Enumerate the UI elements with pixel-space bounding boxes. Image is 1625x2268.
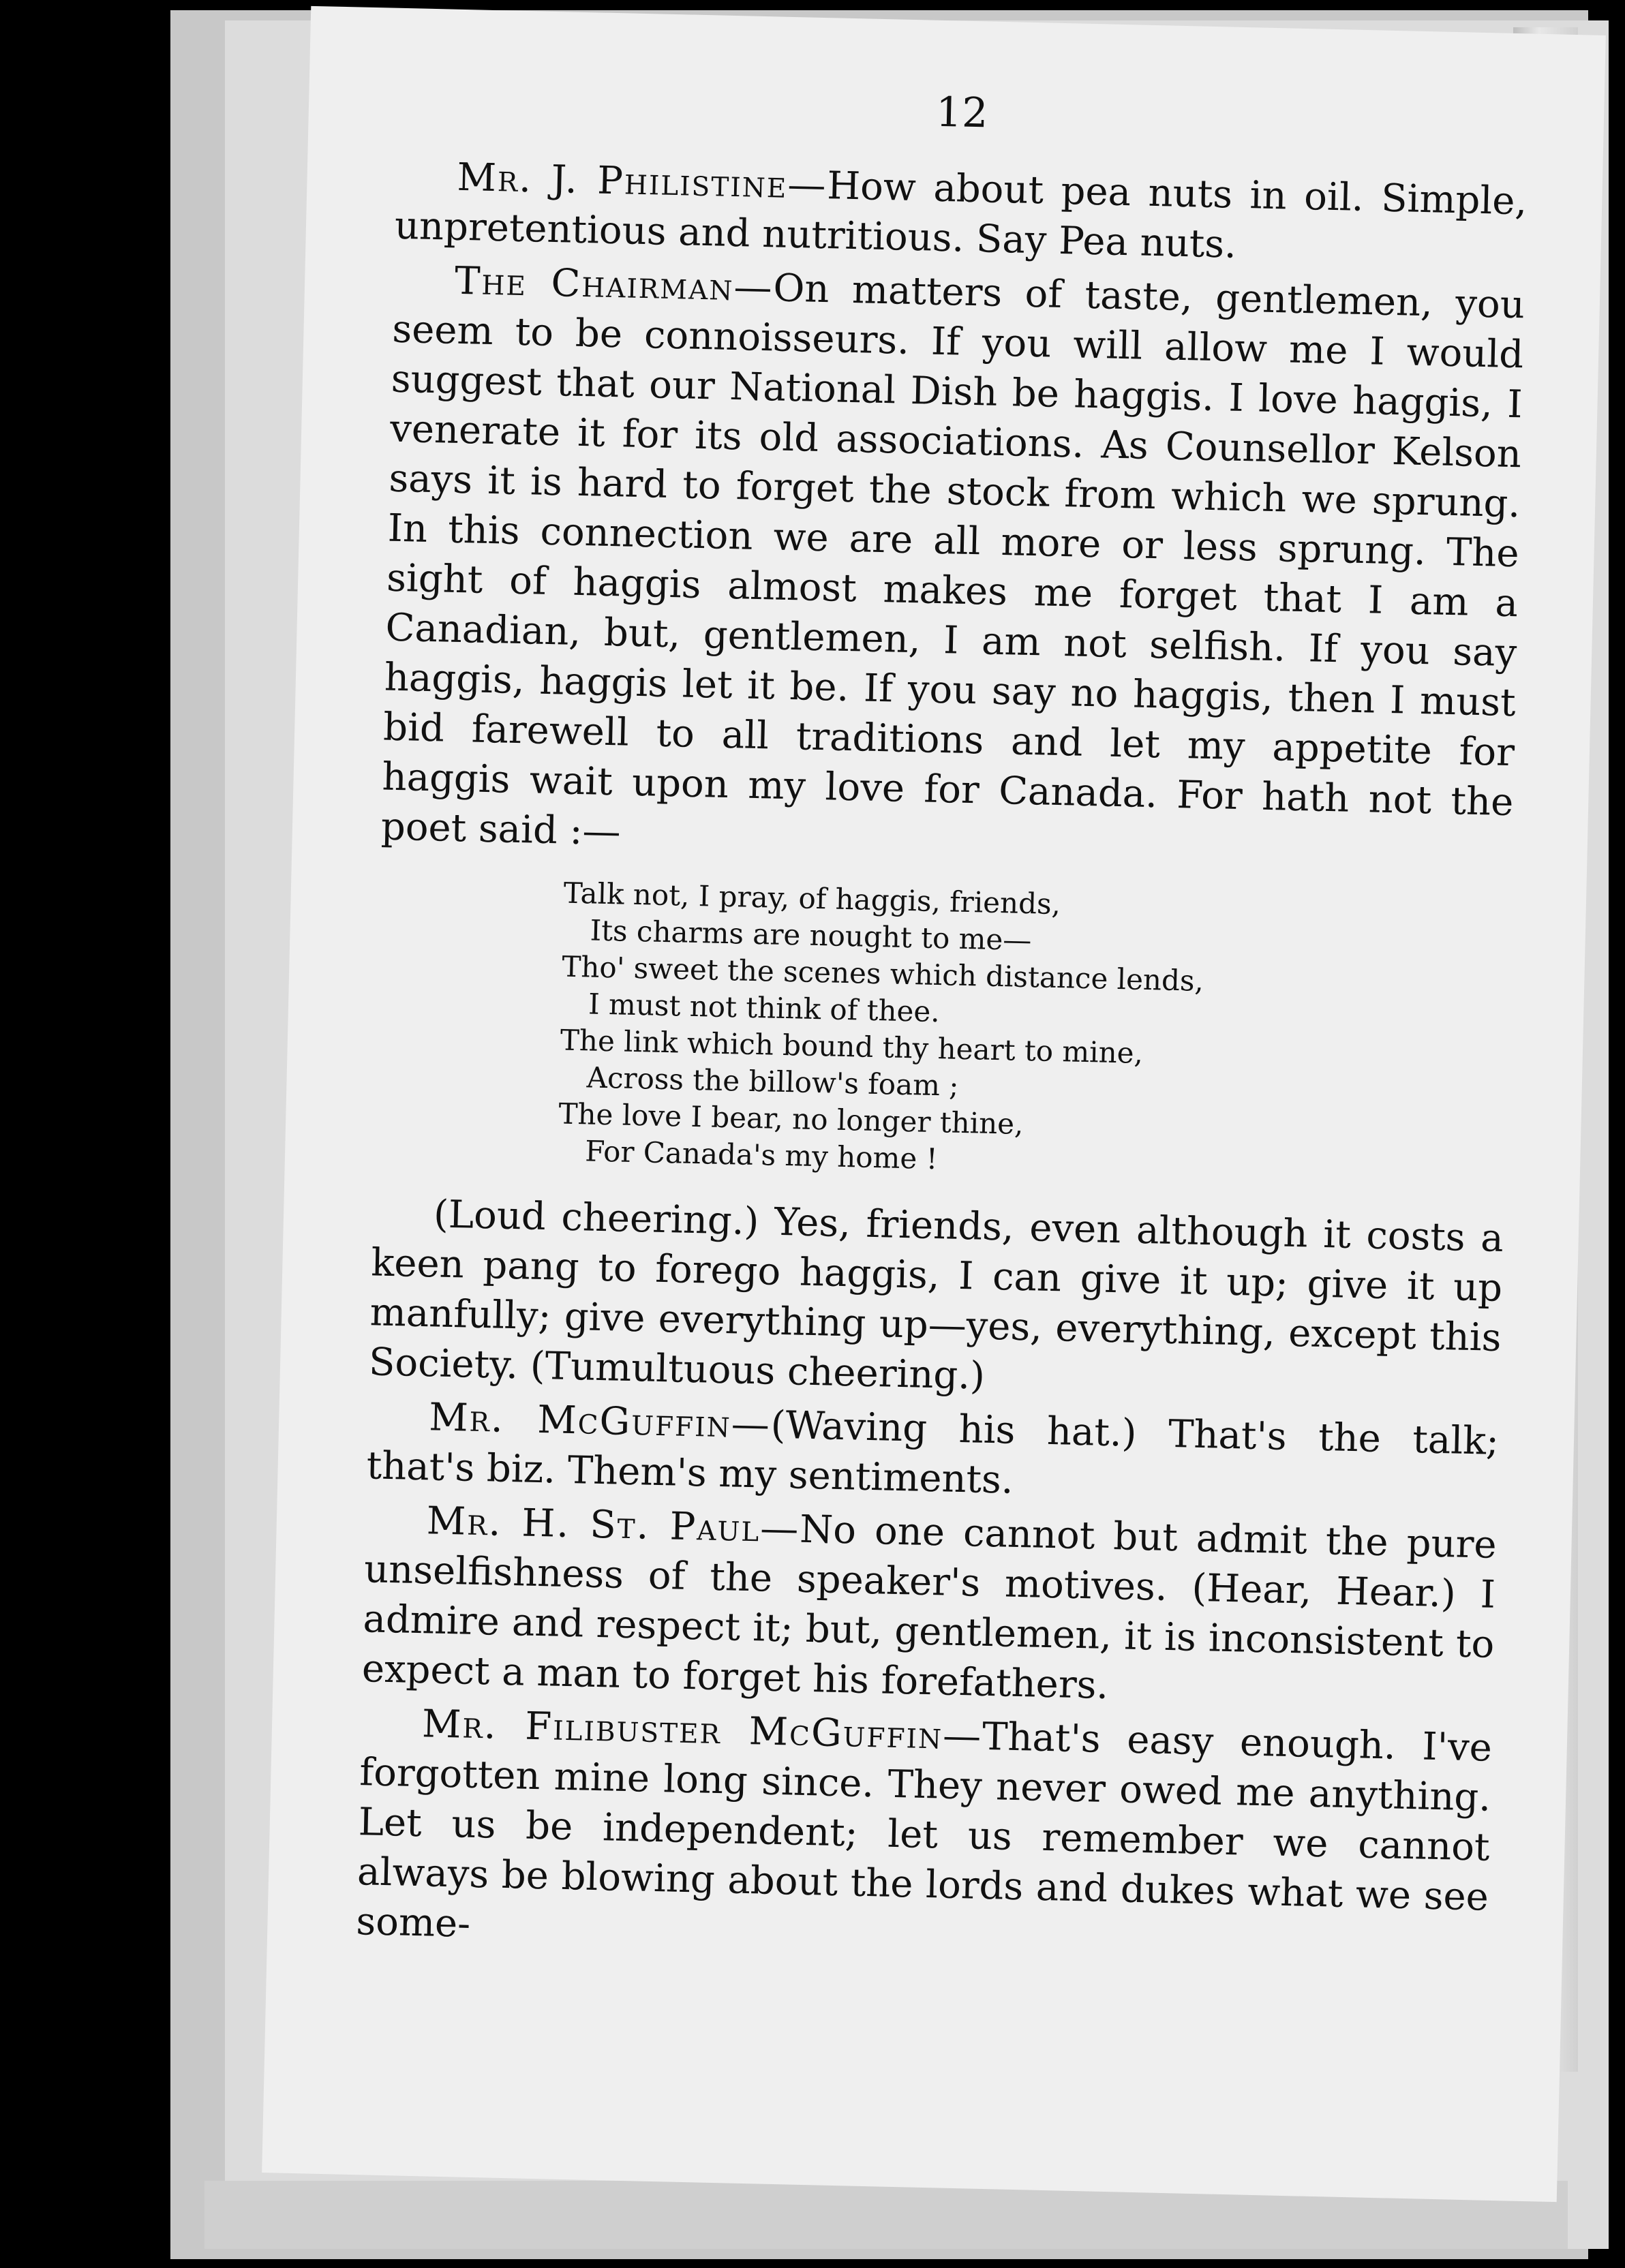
poem-line: The link which bound thy heart to mine, [560,1023,1144,1070]
speaker-name: Mr. Filibuster McGuffin— [421,1702,983,1759]
paragraph-philistine [394,151,1528,277]
poem-line: The love I bear, no longer thine, [558,1097,1024,1141]
speaker-name: Mr. H. St. Paul— [426,1499,800,1552]
poem-line: Its charms are nought to me— [590,913,1032,957]
book-page [262,6,1606,2202]
poem [558,875,1511,1191]
speaker-name: Mr. McGuffin— [428,1395,772,1447]
paragraph-loud-cheering: (Loud cheering.) Yes, friends, even although it costs a keen pang to forego haggis, I can give it up; give it up manfully; give everything up—yes, everything, except this Society. (Tumultuous cheering.) [368,1192,1504,1398]
paragraph-st-paul [361,1495,1497,1719]
poem-line: Tho' sweet the scenes which distance lends, [561,949,1204,998]
paragraph-filibuster-mcguffin [356,1698,1493,1972]
paragraph-text: (Waving his hat.) That's the talk; that's biz. Them's my sentiments. [366,1403,1500,1503]
paragraph-text: On matters of taste, gentlemen, you seem to be connoisseurs. If you will allow me I would suggest that our National Dish be haggis. I love haggis, I venerate it for its old associations. As Counsellor Kelson says it is hard to forget the stock from which we sprung. In this connection we are all more or less sprung. The sight of haggis almost makes me forget that I am a Canadian, but, gentlemen, I am not selfish. If you say haggis, haggis let it be. If you say no haggis, then I must bid farewell to all traditions and let my appetite for haggis wait upon my love for Canada. For hath not the poet said :— [380,266,1525,855]
speaker-name: The Chairman— [454,258,774,311]
poem-line: Across the billow's foam ; [586,1060,960,1103]
poem-line: I must not think of thee. [588,987,941,1029]
paragraph-text: That's easy enough. I've forgotten mine long since. They never owed me anything. Let us be independent; let us remember we cannot always be blowing about the lords and dukes what we see some- [355,1714,1493,1946]
paragraph-text: No one cannot but admit the pure unselfishness of the speaker's motives. (Hear, Hear.) I admire and respect it; but, gentlemen, it is inconsistent to expect a man to forget his forefathers. [361,1507,1498,1708]
page-number: 12 [935,88,989,138]
speaker-name: Mr. J. Philistine— [456,155,828,209]
poem-line: Talk not, I pray, of haggis, friends, [563,876,1061,921]
paragraph-text: How about pea nuts in oil. Simple, unpretentious and nutritious. Say Pea nuts. [394,164,1528,267]
page-text [356,151,1528,1976]
paragraph-mcguffin [366,1391,1500,1516]
poem-line: For Canada's my home ! [584,1134,939,1176]
paragraph-chairman [380,255,1525,877]
